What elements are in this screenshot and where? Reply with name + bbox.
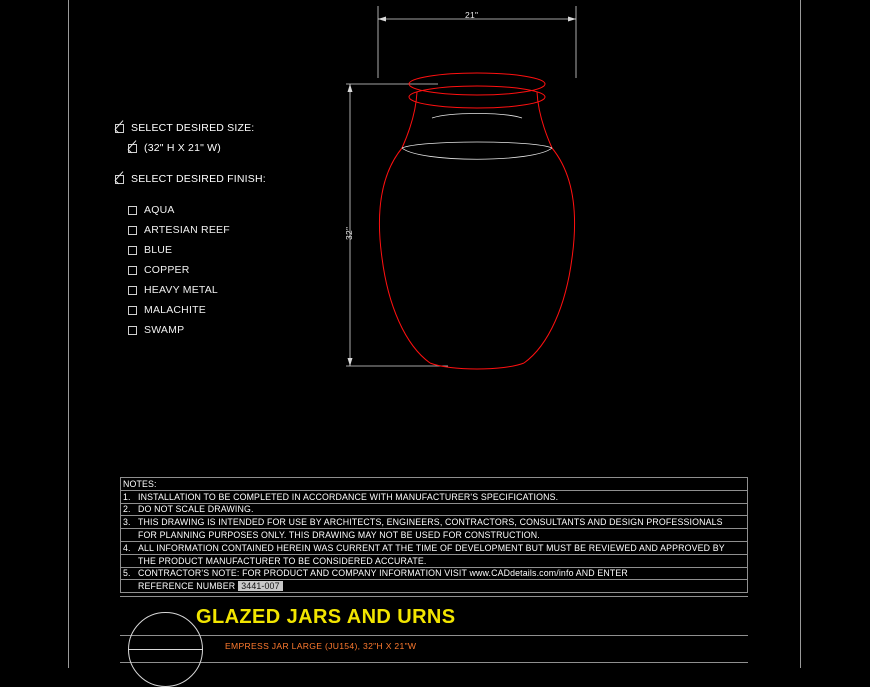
title-block-rule-mid (120, 635, 748, 636)
checkbox-checked-icon[interactable] (115, 124, 124, 133)
checkbox-icon[interactable] (128, 286, 137, 295)
notes-block (120, 477, 748, 593)
frame-line-left (68, 0, 69, 668)
size-option-label: (32" H X 21" W) (144, 142, 221, 154)
urn-outline (379, 73, 574, 369)
urn-elevation-drawing (320, 0, 620, 400)
title-block-rule-bottom (120, 662, 748, 663)
frame-line-right (800, 0, 801, 668)
checkbox-icon[interactable] (128, 246, 137, 255)
title-block-rule-top (120, 596, 748, 597)
note-row-5 (121, 568, 747, 581)
checkbox-icon[interactable] (128, 226, 137, 235)
urn-drawing-svg (320, 0, 620, 400)
note-row-4b (121, 555, 747, 568)
checkbox-icon[interactable] (128, 326, 137, 335)
note-number: 4. (123, 542, 131, 553)
checkbox-icon[interactable] (128, 306, 137, 315)
note-text: INSTALLATION TO BE COMPLETED IN ACCORDANCE WITH MANUFACTURER'S SPECIFICATIONS. (138, 491, 559, 502)
note-number: 1. (123, 491, 131, 502)
note-text: FOR PLANNING PURPOSES ONLY. THIS DRAWING MAY NOT BE USED FOR CONSTRUCTION. (138, 530, 540, 541)
finish-heading-label: SELECT DESIRED FINISH: (131, 173, 266, 185)
reference-number-line (138, 581, 747, 591)
finish-label: COPPER (144, 264, 190, 276)
size-heading-label: SELECT DESIRED SIZE: (131, 122, 255, 134)
width-dimension-label: 21" (465, 10, 479, 20)
urn-construction-lines (402, 114, 552, 160)
checkbox-icon[interactable] (128, 206, 137, 215)
note-text: THE PRODUCT MANUFACTURER TO BE CONSIDERED ACCURATE. (138, 555, 427, 566)
reference-number-value[interactable]: 3441-007 (238, 581, 282, 591)
checkbox-checked-icon[interactable] (128, 144, 137, 153)
notes-heading-row (121, 478, 747, 491)
company-logo-rule (128, 649, 203, 650)
finish-label: BLUE (144, 244, 173, 256)
note-row-3a (121, 516, 747, 529)
note-text: THIS DRAWING IS INTENDED FOR USE BY ARCHITECTS, ENGINEERS, CONTRACTORS, CONSULTANTS AND DESIGN PROFESSIONALS (138, 517, 723, 528)
note-number: 3. (123, 517, 131, 528)
note-text: CONTRACTOR'S NOTE: FOR PRODUCT AND COMPANY INFORMATION VISIT www.CADdetails.com/info AND ENTER (138, 568, 628, 579)
note-row-2 (121, 504, 747, 517)
note-row-1 (121, 491, 747, 504)
finish-label: ARTESIAN REEF (144, 224, 230, 236)
sheet-subtitle: EMPRESS JAR LARGE (JU154), 32"H X 21"W (225, 641, 417, 651)
notes-heading: NOTES: (123, 478, 157, 489)
checkbox-checked-icon[interactable] (115, 175, 124, 184)
sheet-title: GLAZED JARS AND URNS (196, 606, 456, 628)
height-dimension-label: 32" (344, 226, 354, 240)
note-number: 5. (123, 568, 131, 579)
reference-number-label: REFERENCE NUMBER (138, 581, 236, 592)
note-number: 2. (123, 504, 131, 515)
note-row-4a (121, 542, 747, 555)
title-block (120, 596, 748, 668)
height-dimension-group (346, 84, 448, 366)
note-text: DO NOT SCALE DRAWING. (138, 504, 254, 515)
finish-label: AQUA (144, 204, 175, 216)
finish-label: MALACHITE (144, 304, 206, 316)
note-text: ALL INFORMATION CONTAINED HEREIN WAS CURRENT AT THE TIME OF DEVELOPMENT BUT MUST BE REVIEWED AND APPROVED BY (138, 542, 725, 553)
checkbox-icon[interactable] (128, 266, 137, 275)
finish-label: HEAVY METAL (144, 284, 218, 296)
reference-number-row (121, 580, 747, 593)
note-row-3b (121, 529, 747, 542)
finish-label: SWAMP (144, 324, 185, 336)
